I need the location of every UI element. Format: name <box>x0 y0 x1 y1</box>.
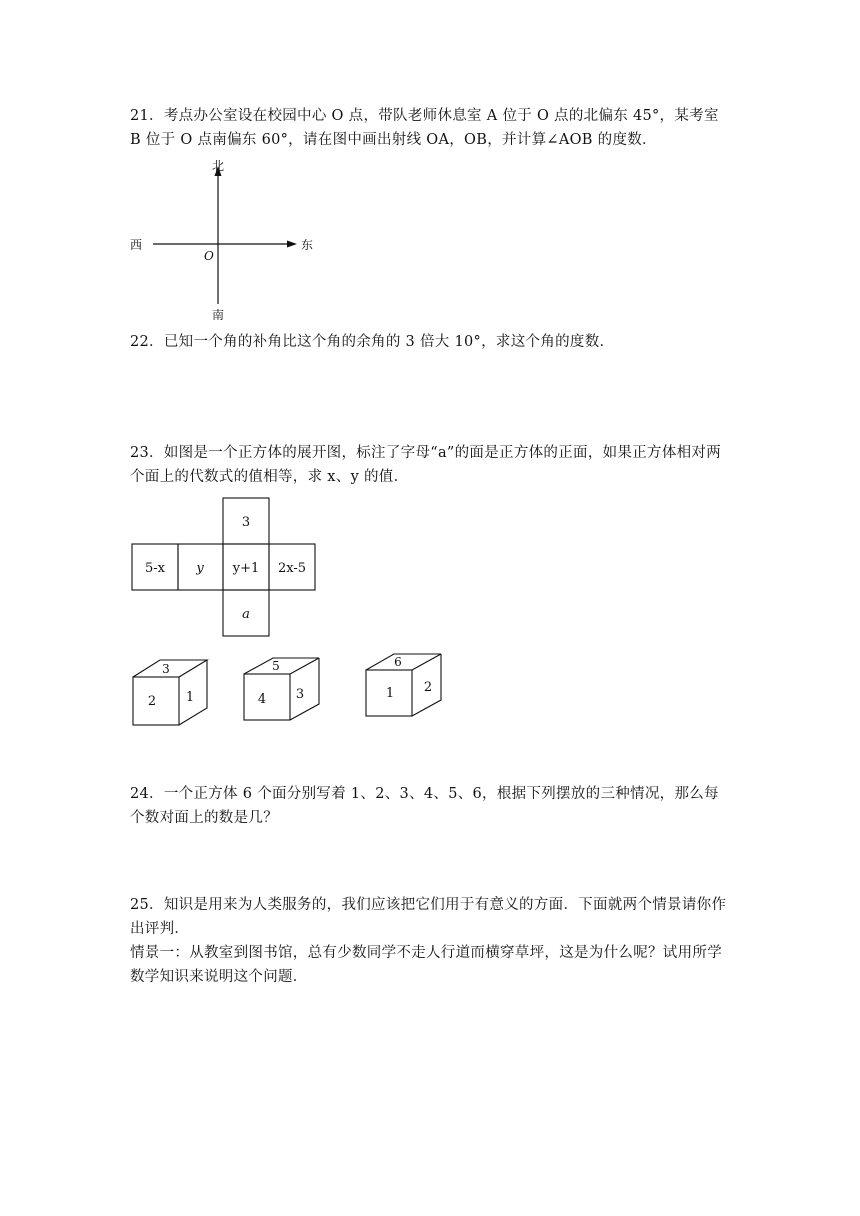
question-23: 23．如图是一个正方体的展开图，标注了字母“a”的面是正方体的正面，如果正方体相对两个面上的代数式的值相等，求 x、y 的值． <box>130 445 722 485</box>
question-25-scene-1: 情景一：从教室到图书馆，总有少数同学不走人行道而横穿草坪，这是为什么呢？试用所学数学知识来说明这个问题． <box>130 945 722 985</box>
north-label: 北 <box>212 159 225 173</box>
net-label-center: y+1 <box>232 561 260 576</box>
net-label-left2: y <box>196 561 204 576</box>
question-22: 22．已知一个角的补角比这个角的余角的 3 倍大 10°，求这个角的度数． <box>130 334 615 350</box>
net-label-left1: 5-x <box>145 561 165 576</box>
cube-3-front: 1 <box>385 686 395 701</box>
cube-1 <box>133 660 207 725</box>
cube-3-top: 6 <box>394 655 402 669</box>
cube-2 <box>244 658 319 720</box>
cube-2-top: 5 <box>272 659 280 673</box>
cubes-diagram <box>128 650 448 732</box>
cube-2-side: 3 <box>295 687 305 702</box>
cube-1-side: 1 <box>185 690 195 705</box>
east-arrow <box>287 241 297 248</box>
question-24: 24．一个正方体 6 个面分别写着 1、2、3、4、5、6，根据下列摆放的三种情况，那么每个数对面上的数是几？ <box>130 786 719 826</box>
compass-diagram <box>125 156 325 326</box>
east-label: 东 <box>301 238 314 252</box>
cube-net-diagram <box>130 495 320 640</box>
cube-1-front: 2 <box>147 694 157 709</box>
net-label-top: 3 <box>241 515 251 530</box>
cube-3-side: 2 <box>423 680 433 695</box>
south-label: 南 <box>212 308 225 322</box>
origin-label: O <box>204 249 214 263</box>
cube-2-front: 4 <box>257 692 267 707</box>
question-25: 25．知识是用来为人类服务的，我们应该把它们用于有意义的方面．下面就两个情景请你作出评判． <box>130 897 727 937</box>
net-label-bottom: a <box>242 607 250 622</box>
net-label-right: 2x-5 <box>277 561 307 576</box>
west-label: 西 <box>130 238 143 252</box>
cube-1-top: 3 <box>162 662 170 676</box>
question-21: 21．考点办公室设在校园中心 O 点，带队老师休息室 A 位于 O 点的北偏东 45°，某考室 B 位于 O 点南偏东 60°，请在图中画出射线 OA，OB，并计算∠AOB 的度数． <box>130 108 719 148</box>
